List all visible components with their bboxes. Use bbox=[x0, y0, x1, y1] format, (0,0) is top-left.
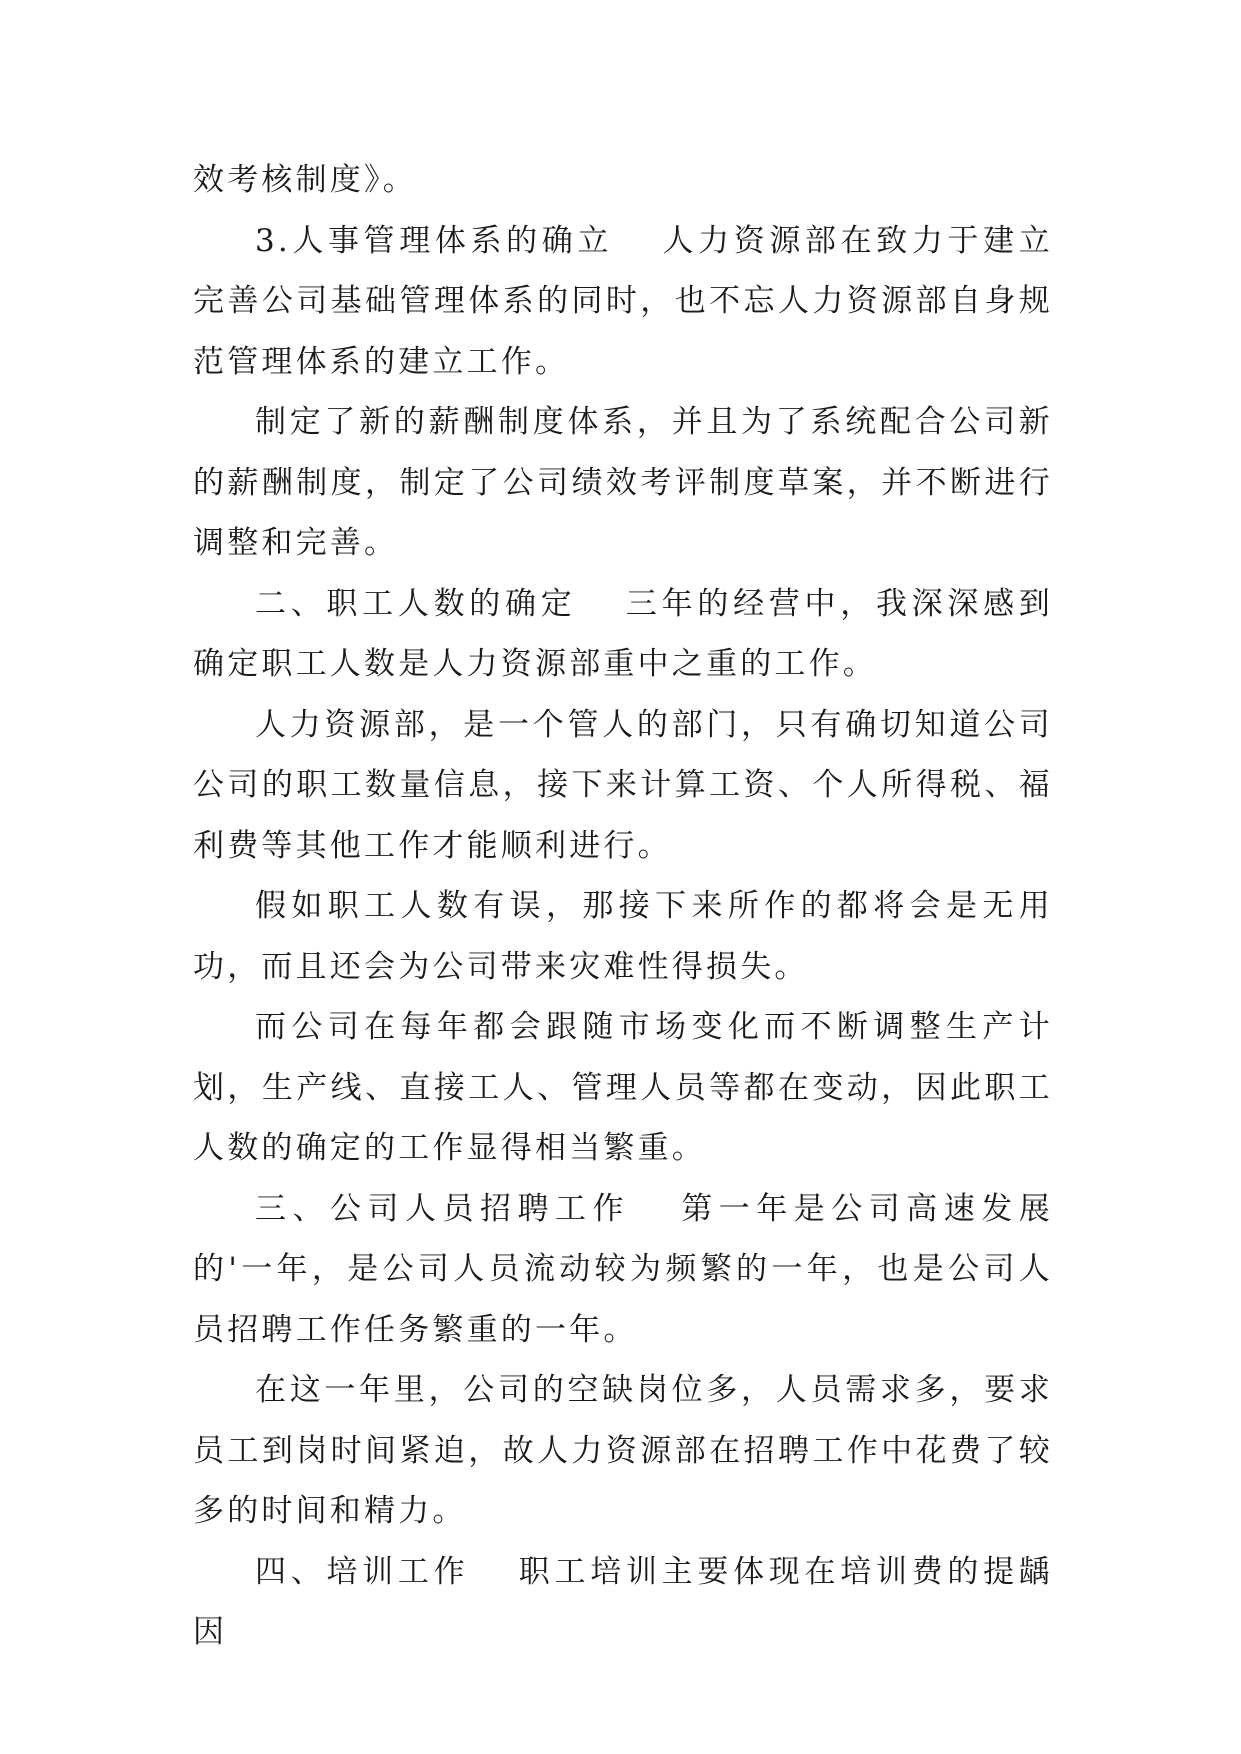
paragraph-text: 三年的经营中，我深深感到确定职工人数是人力资源部重中之重的工作。 bbox=[193, 585, 1053, 682]
paragraph-text: 第一年是公司高速发展的'一年，是公司人员流动较为频繁的一年，也是公司人员招聘工作任务繁重的一年。 bbox=[193, 1190, 1053, 1348]
section-heading: 二、职工人数的确定 bbox=[255, 585, 577, 622]
section-heading: 3.人事管理体系的确立 bbox=[255, 222, 614, 259]
paragraph-5 bbox=[193, 695, 1053, 877]
paragraph-text: 假如职工人数有误，那接下来所作的都将会是无用功，而且还会为公司带来灾难性得损失。 bbox=[193, 888, 1053, 985]
paragraph-7 bbox=[193, 997, 1053, 1179]
section-heading: 四、培训工作 bbox=[255, 1553, 470, 1590]
document-body bbox=[193, 150, 1053, 1663]
paragraph-text: 职工培训主要体现在培训费的提龋因 bbox=[193, 1553, 1054, 1650]
paragraph-3 bbox=[193, 392, 1053, 574]
paragraph-8 bbox=[193, 1179, 1053, 1361]
paragraph-1 bbox=[193, 150, 1053, 211]
section-heading: 三、公司人员招聘工作 bbox=[255, 1190, 630, 1227]
paragraph-4 bbox=[193, 574, 1053, 695]
paragraph-text: 在这一年里，公司的空缺岗位多，人员需求多，要求员工到岗时间紧迫，故人力资源部在招聘工作中花费了较多的时间和精力。 bbox=[193, 1372, 1053, 1529]
paragraph-6 bbox=[193, 876, 1053, 997]
paragraph-text: 制定了新的薪酬制度体系，并且为了系统配合公司新的薪酬制度，制定了公司绩效考评制度草案，并不断进行调整和完善。 bbox=[193, 404, 1053, 561]
paragraph-text: 而公司在每年都会跟随市场变化而不断调整生产计划，生产线、直接工人、管理人员等都在变动，因此职工人数的确定的工作显得相当繁重。 bbox=[193, 1009, 1053, 1166]
paragraph-text: 效考核制度》。 bbox=[193, 162, 417, 198]
paragraph-10 bbox=[193, 1542, 1053, 1663]
paragraph-text: 人力资源部在致力于建立完善公司基础管理体系的同时，也不忘人力资源部自身规范管理体系的建立工作。 bbox=[193, 222, 1053, 380]
paragraph-2 bbox=[193, 211, 1053, 393]
paragraph-9 bbox=[193, 1360, 1053, 1542]
paragraph-text: 人力资源部，是一个管人的部门，只有确切知道公司公司的职工数量信息，接下来计算工资、个人所得税、福利费等其他工作才能顺利进行。 bbox=[193, 706, 1053, 864]
